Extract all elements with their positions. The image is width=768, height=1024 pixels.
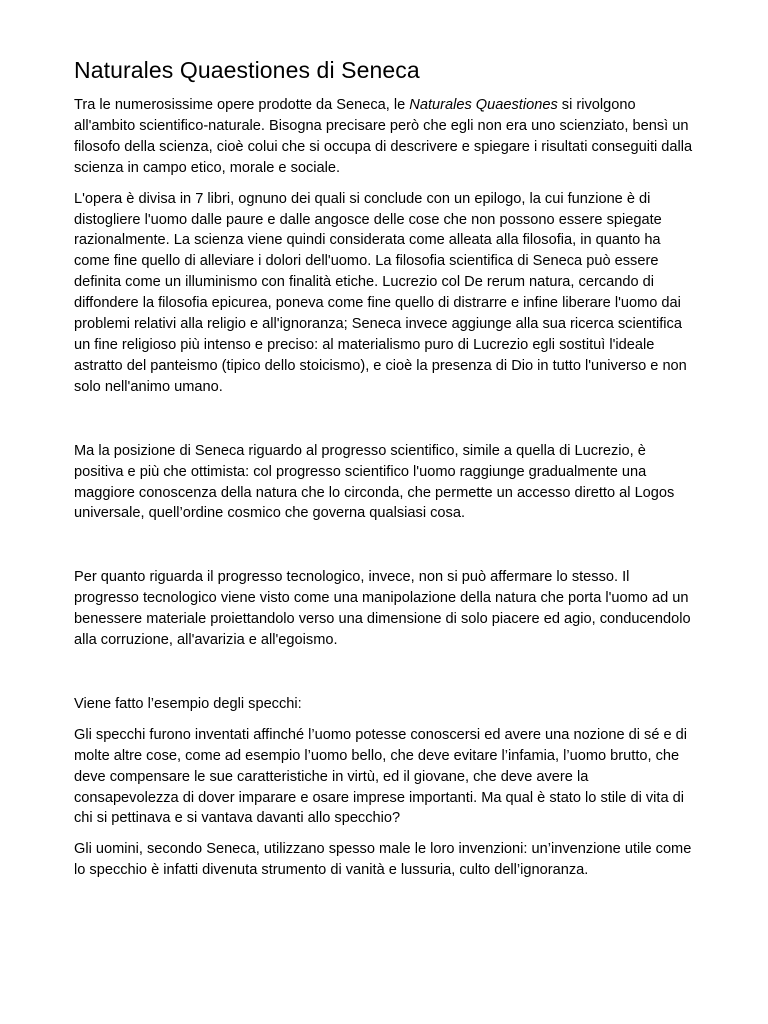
paragraph-structure: L'opera è divisa in 7 libri, ognuno dei quali si conclude con un epilogo, la cui funzione è di distogliere l'uomo dalle paure e dalle angosce delle cose che non possono essere spiegate razionalmente. La scienza viene quindi considerata come alleata alla filosofia, in quanto ha come fine quello di alleviare i dolori dell'uomo. La filosofia scientifica di Seneca può essere definita come un illuminismo con finalità etiche. Lucrezio col De rerum natura, cercando di diffondere la filosofia epicurea, poneva come fine quello di distrarre e infine liberare l'uomo dai problemi relativi alla religio e all'ignoranza; Seneca invece aggiunge alla sua ricerca scientifica un fine religioso più intenso e preciso: al materialismo puro di Lucrezio egli sostituì l'ideale astratto del panteismo (tipico dello stoicismo), e cioè la presenza di Dio in tutto l'universo e non solo nell'animo umano. [74,190,687,395]
work-title-italic: Naturales Quaestiones [409,97,558,113]
paragraph-conclusion: Gli uomini, secondo Seneca, utilizzano spesso male le loro invenzioni: un’invenzione utile come lo specchio è infatti divenuta strumento di vanità e lussuria, culto dell’ignoranza. [74,841,692,879]
document-page [74,56,696,881]
paragraph-intro [74,95,696,179]
paragraph-technological-progress: Per quanto riguarda il progresso tecnologico, invece, non si può affermare lo stesso. Il progresso tecnologico viene visto come una manipolazione della natura che porta l'uomo ad un benessere materiale proiettandolo verso una dimensione di solo piacere ed agio, conducendolo alla corruzione, all'avarizia e all'egoismo. [74,569,691,649]
document-title: Naturales Quaestiones di Seneca [74,57,420,83]
paragraph-intro-start: Tra le numerosissime opere prodotte da Seneca, le [74,97,410,113]
paragraph-scientific-progress: Ma la posizione di Seneca riguardo al progresso scientifico, simile a quella di Lucrezio, è positiva e più che ottimista: col progresso scientifico l'uomo raggiunge gradualmente una maggiore conoscenza della natura che lo circonda, che permette un accesso diretto al Logos universale, quell’ordine cosmico che governa qualsiasi cosa. [74,442,675,522]
paragraph-mirrors: Gli specchi furono inventati affinché l’uomo potesse conoscersi ed avere una nozione di sé e di molte altre cose, come ad esempio l’uomo bello, che deve evitare l’infamia, l’uomo brutto, che deve compensare le sue caratteristiche in virtù, ed il giovane, che deve avere la consapevolezza di dover imparare e osare imprese importanti. Ma qual è stato lo stile di vita di chi si pettinava e si vantava davanti allo specchio? [74,726,688,827]
paragraph-mirror-example-intro: Viene fatto l’esempio degli specchi: [74,695,302,712]
paragraph-intro-end: si rivolgono all'ambito scientifico-naturale. Bisogna precisare però che egli non era uno scienziato, bensì un filosofo della scienza, cioè colui che si occupa di descrivere e spiegare i risultati conseguiti dalla scienza in campo etico, morale e sociale. [74,97,693,176]
